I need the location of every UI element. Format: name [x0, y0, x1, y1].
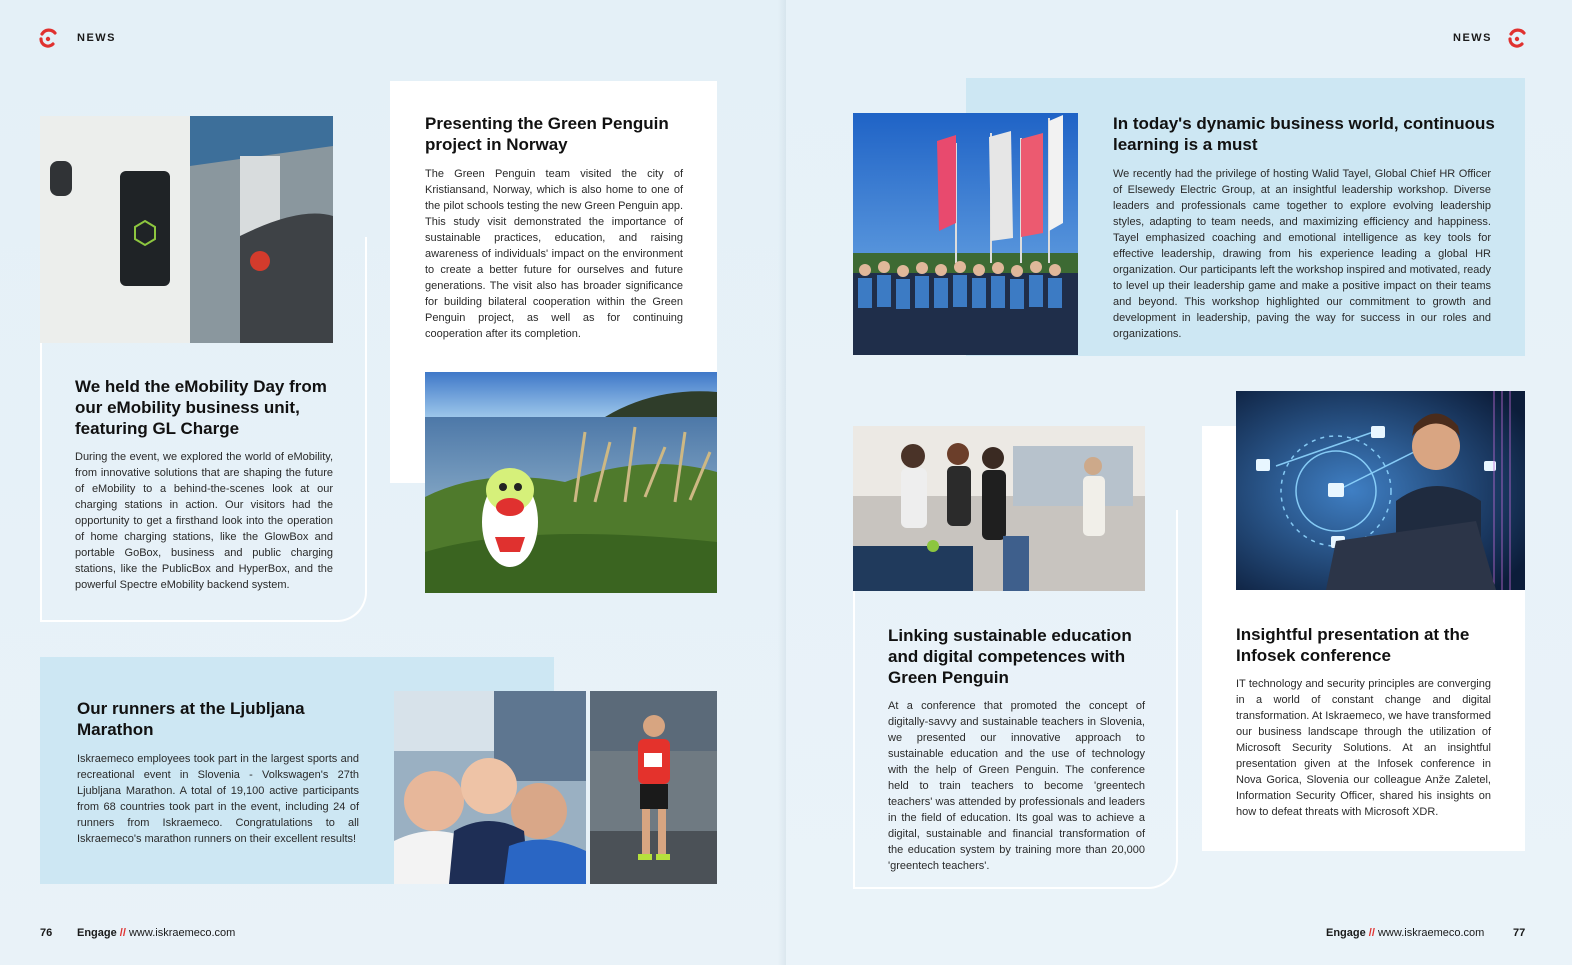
- footer-brand-name: Engage: [77, 927, 117, 939]
- marathon-body: Iskraemeco employees took part in the largest sports and recreational event in Slovenia - Volkswagen's 27th Ljubljana Marathon. A total of 19,100 active participants from 68 countries took part in the event, including 24 of runners from Iskraemeco. Congratulations to all Iskraemeco's marathon runners on their excellent results!: [77, 753, 359, 845]
- infosek-body: IT technology and security principles are converging in a world of constant change and digital transformation. At Iskraemeco, we have transformed our business landscape through the utilization of Microsoft Security Solutions. At an insightful presentation given at the Infosek conference in Nova Gorica, Slovenia our colleague Anže Zaletel, Information Security Officer, shared his insights on how to defeat threats with Microsoft XDR.: [1236, 678, 1491, 818]
- iskraemeco-logo-icon: [38, 28, 58, 48]
- section-label: NEWS: [77, 32, 116, 44]
- footer-url: www.iskraemeco.com: [1377, 927, 1485, 939]
- right-page: [786, 0, 1572, 965]
- education-title: Linking sustainable education and digital competences with Green Penguin: [888, 626, 1132, 687]
- marathon-runner-photo: [590, 691, 717, 884]
- section-label: NEWS: [1453, 32, 1492, 44]
- page-number: 77: [1513, 927, 1526, 939]
- learning-body: We recently had the privilege of hosting Walid Tayel, Global Chief HR Officer of Elsewedy Electric Group, at an insightful leadership workshop. Diverse leaders and professionals came together to explore evolving leadership styles, adapting to team needs, and maximizing efficiency and happiness. Tayel emphasized coaching and emotional intelligence as key tools for effective leadership, drawing from his experience leading a global HR organization. Our participants left the workshop inspired and motivated, ready to level up their leadership game and make a positive impact on their teams and beyond. This workshop highlighted our commitment to growth and development in leadership, paving the way for success in our roles and organizations.: [1113, 168, 1491, 340]
- cybersecurity-woman-laptop-photo: [1236, 391, 1525, 590]
- education-body: At a conference that promoted the concept of digitally-savvy and sustainable teachers in Slovenia, we presented our innovative approach to sustainable education and the use of technology with the help of Green Penguin. The conference held to train teachers to become 'greentech teachers' was attended by professionals and leaders in the field of education. Its goal was to achieve a digital, sustainable and financial transformation of the education system by training more than 20,000 'greentech teachers'.: [888, 700, 1145, 872]
- footer-brand: [1326, 927, 1484, 939]
- footer-brand: [77, 927, 235, 939]
- group-with-flags-photo: [853, 113, 1078, 355]
- norway-title: Presenting the Green Penguin project in Norway: [425, 114, 669, 154]
- marathon-title: Our runners at the Ljubljana Marathon: [77, 699, 305, 739]
- footer-url: www.iskraemeco.com: [128, 927, 236, 939]
- page-number: 76: [40, 927, 53, 939]
- iskraemeco-logo-icon: [1507, 28, 1527, 48]
- emobility-title: We held the eMobility Day from our eMobility business unit, featuring GL Charge: [75, 377, 327, 438]
- conference-booth-photo: [853, 426, 1145, 591]
- green-penguin-mascot-lake-photo: [425, 372, 717, 593]
- learning-title: In today's dynamic business world, continuous learning is a must: [1113, 114, 1495, 154]
- norway-body: The Green Penguin team visited the city of Kristiansand, Norway, which is also home to one of the pilot schools testing the new Green Penguin app. This study visit demonstrated the importance of sustainable practices, education, and raising awareness of individuals' impact on the environment to create a better future for ourselves and future generations. The visit also has broader significance for building bilateral cooperation within the Green Penguin project, as well as for continuing cooperation after its completion.: [425, 168, 683, 340]
- emobility-body: During the event, we explored the world of eMobility, from innovative solutions that are shaping the future of eMobility to a behind-the-scenes look at our charging stations in action. Our visitors had the opportunity to get a firsthand look into the operation of home charging stations, like the GlowBox and portable GoBox, business and public charging stations, like the PublicBox and HyperBox, and the powerful Spectre eMobility backend system.: [75, 451, 333, 591]
- marathon-runners-selfie-photo: [394, 691, 586, 884]
- infosek-title: Insightful presentation at the Infosek conference: [1236, 625, 1470, 665]
- footer-brand-name: Engage: [1326, 927, 1366, 939]
- footer-separator: //: [1368, 927, 1375, 939]
- ev-charging-station-photo: [40, 116, 333, 343]
- footer-separator: //: [119, 927, 126, 939]
